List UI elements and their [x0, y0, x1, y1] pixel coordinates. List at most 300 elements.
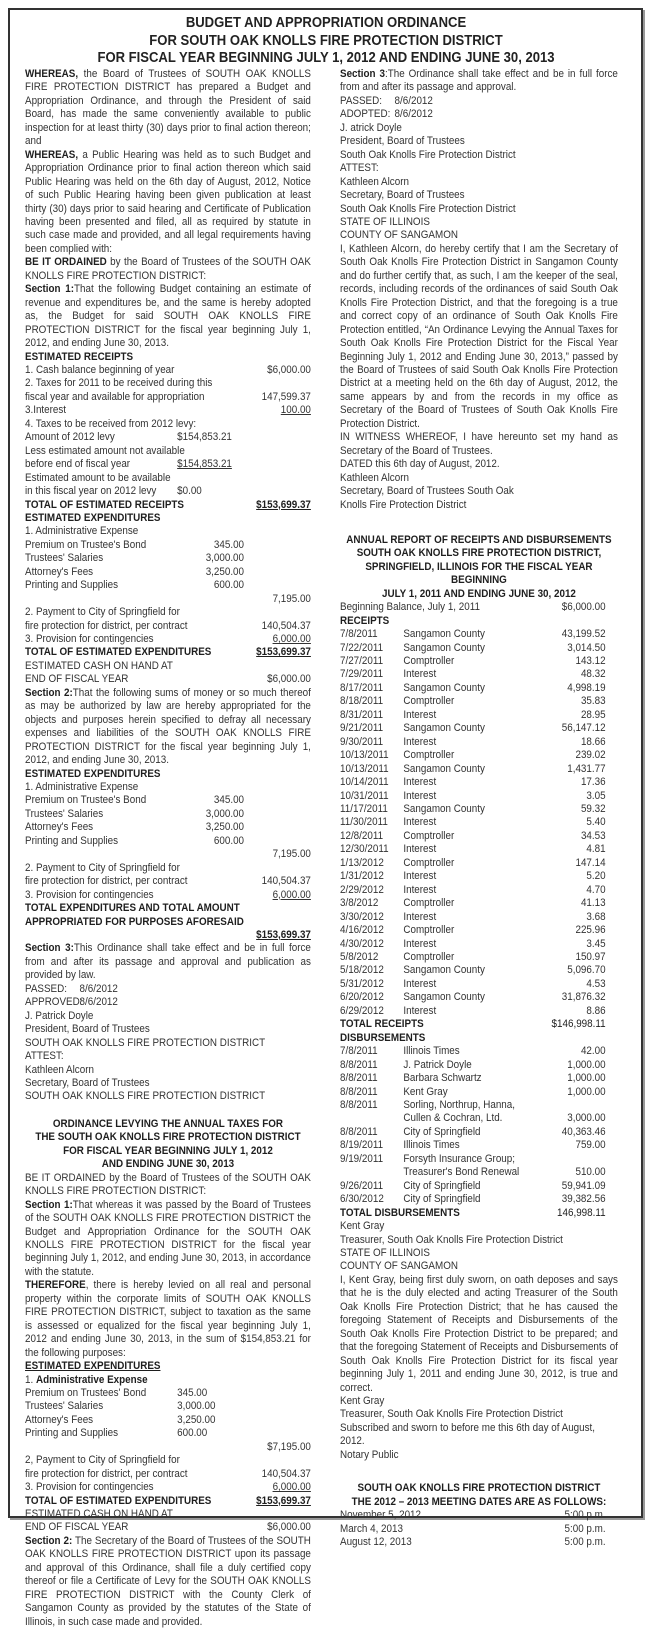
row-value: 3,250.00: [177, 1413, 216, 1426]
expense-row: [25, 821, 311, 834]
disbursement-amount: 39,382.56: [561, 1193, 606, 1206]
levy-row: [25, 1521, 311, 1534]
section-label: Section 3: [340, 68, 385, 80]
receipt-amount: 31,876.32: [561, 991, 606, 1004]
right-column: [340, 68, 618, 1549]
section-text: That whereas it was passed by the Board of Trustees of the SOUTH OAK KNOLLS FIRE PROTECTION DISTRICT the Budget and Appropriation Ordinance for the SOUTH OAK KNOLLS FIRE PROTECTION DISTRICT for the fiscal year beginning July 1, 2012, and ending June 30, 2013, in accordance with the statute.: [25, 1198, 311, 1278]
expense-row: [25, 673, 311, 686]
county-label: COUNTY OF SANGAMON: [340, 1260, 458, 1273]
receipt-date: 12/8/2011: [340, 829, 384, 842]
levy-row: [25, 1387, 311, 1400]
receipt-row: [340, 938, 618, 951]
meeting-row: [340, 1523, 618, 1536]
disbursement-date-blank: [340, 1166, 403, 1179]
receipt-row: [340, 749, 618, 762]
passed-date: 8/6/2012: [394, 94, 433, 107]
receipt-date: 3/8/2012: [340, 897, 379, 910]
beginning-balance-row: [340, 601, 618, 614]
receipt-row: [340, 682, 618, 695]
expense-row: [25, 875, 311, 888]
expense-row: [25, 620, 311, 633]
receipt-date: 8/17/2011: [340, 681, 384, 694]
signer-title: President, Board of Trustees: [340, 135, 465, 148]
expense-row: [25, 579, 311, 592]
row-value: $153,699.37: [256, 1494, 311, 1507]
receipt-row: [340, 870, 618, 883]
receipt-payer: Interest: [403, 735, 437, 748]
expense-row: [25, 552, 311, 565]
row-label: END OF FISCAL YEAR: [25, 673, 129, 686]
total-receipts-row: [25, 499, 311, 512]
disbursements-heading: DISBURSEMENTS: [340, 1031, 426, 1044]
row-label: Attorney's Fees: [25, 565, 94, 578]
row-label: 3. Provision for contingencies: [25, 633, 154, 646]
receipt-amount: 147.14: [575, 856, 606, 869]
levy-total-row: [25, 1495, 311, 1508]
row-label: Beginning Balance, July 1, 2011: [340, 601, 480, 614]
receipt-date: 6/29/2012: [340, 1004, 384, 1017]
receipt-payer: Sangamon County: [403, 964, 485, 977]
levy-heading-line: FOR FISCAL YEAR BEGINNING JULY 1, 2012: [63, 1144, 273, 1157]
disbursement-row: [340, 1193, 618, 1206]
report-heading-line: JULY 1, 2011 AND ENDING JUNE 30, 2012: [381, 587, 576, 600]
meeting-time: 5:00 p.m.: [564, 1522, 606, 1535]
row-label: 2. Payment to City of Springfield for: [25, 606, 180, 619]
row-value: 100.00: [280, 404, 311, 417]
total-appropriated-label: APPROPRIATED FOR PURPOSES AFORESAID: [25, 915, 244, 928]
disbursement-payee: Forsyth Insurance Group;: [403, 1152, 515, 1165]
receipt-amount: 5,096.70: [567, 964, 606, 977]
receipt-date: 7/8/2011: [340, 628, 378, 641]
receipt-payer: Comptroller: [403, 695, 455, 708]
county-label: COUNTY OF SANGAMON: [340, 229, 458, 242]
disbursement-row: [340, 1099, 618, 1112]
expense-row: [25, 862, 311, 875]
secretary-name: Kathleen Alcorn: [340, 175, 409, 188]
receipt-row: [340, 911, 618, 924]
receipt-row: [340, 951, 618, 964]
section-label: Section 3:: [25, 942, 74, 955]
expense-row: [25, 606, 311, 619]
row-value: 6,000.00: [272, 1481, 311, 1494]
row-label: 3. Provision for contingencies: [25, 1481, 154, 1494]
receipt-row: [340, 843, 618, 856]
levy-heading-line: AND ENDING JUNE 30, 2013: [101, 1158, 235, 1171]
report-heading-line: SOUTH OAK KNOLLS FIRE PROTECTION DISTRICT,: [356, 547, 602, 560]
dated-text: DATED this 6th day of August, 2012.: [340, 458, 500, 471]
disbursement-payee: City of Springfield: [403, 1125, 481, 1138]
row-label: END OF FISCAL YEAR: [25, 1521, 129, 1534]
row-label: Trustees' Salaries: [25, 807, 104, 820]
state-label: STATE OF ILLINOIS: [340, 215, 430, 228]
receipt-amount: 18.66: [580, 735, 606, 748]
receipt-row: [340, 642, 618, 655]
passed-date: 8/6/2012: [79, 982, 118, 995]
receipt-amount: 34.53: [580, 829, 606, 842]
disbursement-amount: 59,941.09: [561, 1179, 606, 1192]
row-label: 4. Taxes to be received from 2012 levy:: [25, 417, 197, 430]
attest-label: ATTEST:: [340, 162, 379, 175]
adopted-row: [340, 108, 618, 121]
receipt-row: [340, 722, 618, 735]
receipt-amount: 1,431.77: [567, 762, 606, 775]
receipt-amount: 41.13: [580, 897, 606, 910]
receipt-row: [25, 391, 311, 404]
row-value: $153,699.37: [256, 498, 311, 511]
receipt-payer: Interest: [403, 668, 437, 681]
approved-date: 8/6/2012: [79, 996, 118, 1009]
receipt-row: [340, 803, 618, 816]
receipt-amount: 59.32: [580, 803, 606, 816]
receipt-date: 11/30/2011: [340, 816, 388, 829]
disbursement-date: 7/8/2011: [340, 1045, 378, 1058]
receipt-row: [25, 472, 311, 485]
total-expenditures-row: [25, 646, 311, 659]
receipt-date: 10/14/2011: [340, 776, 389, 789]
receipt-amount: 56,147.12: [561, 722, 606, 735]
disbursement-date: 8/8/2011: [340, 1058, 378, 1071]
row-value: $6,000.00: [267, 363, 311, 376]
whereas-2: [25, 149, 311, 257]
receipt-payer: Comptroller: [403, 951, 455, 963]
treasurer-name: Kent Gray: [340, 1394, 385, 1407]
receipt-date: 7/27/2011: [340, 655, 384, 668]
disbursement-amount: 759.00: [575, 1139, 606, 1152]
receipt-amount: 3,014.50: [567, 641, 606, 654]
estimated-receipts-heading: ESTIMATED RECEIPTS: [25, 350, 134, 363]
adopted-date: 8/6/2012: [394, 108, 433, 121]
disbursement-payee: Barbara Schwartz: [403, 1072, 482, 1085]
receipt-amount: 4.70: [586, 883, 606, 896]
expense-row: [25, 794, 311, 807]
adopted-label: ADOPTED:: [340, 108, 391, 121]
disbursement-payee: Illinois Times: [403, 1045, 460, 1058]
receipt-date: 5/18/2012: [340, 964, 384, 977]
levy-row: [25, 1508, 311, 1521]
levy-heading: [25, 1118, 311, 1172]
receipt-row: [25, 458, 311, 471]
report-heading-line: SPRINGFIELD, ILLINOIS FOR THE FISCAL YEAR BEGINNING: [365, 560, 593, 587]
title-line-3: FOR FISCAL YEAR BEGINNING JULY 1, 2012 AND ENDING JUNE 30, 2013: [97, 49, 555, 66]
row-label: Premium on Trustee's Bond: [25, 794, 147, 807]
cert-signer: Kathleen Alcorn: [340, 471, 409, 484]
levy-row: [25, 1414, 311, 1427]
receipt-row: [340, 655, 618, 668]
receipt-row: [340, 964, 618, 977]
row-value: $154,853.21: [177, 431, 232, 444]
levy-heading-line: ORDINANCE LEVYING THE ANNUAL TAXES FOR: [52, 1117, 283, 1130]
receipt-row: [25, 404, 311, 417]
section-text: That the following sums of money or so much thereof as may be authorized by law are hereby appropriated for the objects and purposes herein specified to defray all necessary expenses and liabilities of the SOUTH OAK KNOLLS FIRE PROTECTION DISTRICT for the fiscal year beginning July 1, 2012, and ending June 30, 2013.: [25, 686, 311, 767]
receipt-row: [25, 485, 311, 498]
receipt-row: [25, 364, 311, 377]
receipt-payer: Interest: [403, 937, 437, 950]
disbursement-date-blank: [340, 1112, 403, 1125]
receipt-date: 8/31/2011: [340, 708, 384, 721]
receipt-date: 6/20/2012: [340, 991, 384, 1004]
secretary-title: Secretary, Board of Trustees: [25, 1076, 150, 1089]
signer-name: J. Patrick Doyle: [25, 1009, 94, 1022]
row-label: Printing and Supplies: [25, 1427, 119, 1440]
meetings-heading-line: THE 2012 – 2013 MEETING DATES ARE AS FOLLOWS:: [351, 1495, 607, 1508]
receipts-table: [340, 628, 618, 1018]
levy-therefore: [25, 1279, 311, 1360]
therefore-text: , there is hereby levied on all real and personal property within the corporate limits of SOUTH OAK KNOLLS FIRE PROTECTION DISTRICT, subject to taxation as the same is assessed or equalized for the fiscal year beginning July 1, 2012 and ending June 30, 2013, in the sum of $154,853.21 for the following purposes:: [25, 1279, 311, 1359]
receipt-amount: 143.12: [575, 655, 606, 668]
budget-section-1: [25, 283, 311, 350]
row-value: 600.00: [213, 834, 245, 847]
row-value: $153,699.37: [256, 646, 311, 659]
expense-row: [25, 525, 311, 538]
disbursement-payee-cont: Treasurer's Bond Renewal: [403, 1166, 520, 1179]
row-label: in this fiscal year on 2012 levy: [25, 485, 157, 498]
row-value: 3,000.00: [205, 807, 245, 820]
meetings-list: [340, 1509, 618, 1549]
receipt-row: [340, 668, 618, 681]
disbursement-date: 8/19/2011: [340, 1139, 384, 1152]
disbursement-amount: 1,000.00: [567, 1085, 606, 1098]
total-receipts-row: [340, 1018, 618, 1031]
levy-row: [25, 1441, 311, 1454]
receipt-payer: Interest: [403, 708, 437, 721]
disbursement-amount: 3,000.00: [567, 1112, 606, 1125]
meetings-heading-line: SOUTH OAK KNOLLS FIRE PROTECTION DISTRICT: [357, 1482, 601, 1495]
meeting-time: 5:00 p.m.: [564, 1509, 606, 1522]
levy-row: [25, 1400, 311, 1413]
row-label: 3. Provision for contingencies: [25, 888, 154, 901]
disbursement-payee: Sorling, Northrup, Hanna,: [403, 1098, 515, 1111]
receipt-payer: Sangamon County: [403, 722, 485, 735]
cert-title: Secretary, Board of Trustees South Oak: [340, 485, 514, 498]
row-value: 3,000.00: [177, 1400, 216, 1413]
passed-label: PASSED:: [25, 982, 67, 995]
receipt-date: 11/17/2011: [340, 803, 388, 816]
row-label: Less estimated amount not available: [25, 444, 185, 457]
receipt-amount: 3.68: [586, 910, 606, 923]
receipt-row: [340, 790, 618, 803]
disbursement-payee: J. Patrick Doyle: [403, 1058, 472, 1071]
budget-section-3: [25, 942, 311, 982]
receipt-date: 5/31/2012: [340, 977, 384, 990]
receipt-row: [340, 991, 618, 1004]
disbursement-row: [340, 1180, 618, 1193]
row-value: 345.00: [177, 1386, 208, 1399]
receipt-row: [25, 418, 311, 431]
expense-row: [25, 539, 311, 552]
receipt-payer: Interest: [403, 883, 437, 896]
treasurer-name: Kent Gray: [340, 1220, 385, 1233]
levy-expenditures-heading: ESTIMATED EXPENDITURES: [25, 1360, 161, 1373]
disbursement-date: 8/8/2011: [340, 1085, 378, 1098]
row-label: 1. Administrative Expense: [25, 525, 139, 538]
receipt-date: 5/8/2012: [340, 951, 379, 963]
row-value: 146,998.11: [557, 1206, 606, 1219]
receipt-payer: Interest: [403, 776, 437, 789]
notice-title: [54, 14, 598, 67]
row-label: fire protection for district, per contract: [25, 619, 188, 632]
witness-text: IN WITNESS WHEREOF, I have hereunto set my hand as Secretary of the Board of Trustees.: [340, 431, 618, 457]
meetings-heading: [340, 1482, 618, 1509]
receipt-amount: 8.86: [586, 1004, 606, 1017]
section-label: Section 1:: [25, 1198, 73, 1211]
total-appropriated-row: [25, 929, 311, 942]
receipt-date: 10/13/2011: [340, 749, 389, 762]
receipt-payer: Sangamon County: [403, 762, 485, 775]
receipt-payer: Interest: [403, 1004, 437, 1017]
row-label: Attorney's Fees: [25, 821, 94, 834]
receipt-payer: Sangamon County: [403, 641, 485, 654]
secretary-title: Secretary, Board of Trustees: [340, 189, 465, 202]
row-value: 600.00: [213, 579, 245, 592]
levy-row: [25, 1454, 311, 1467]
row-value: 600.00: [177, 1427, 208, 1440]
receipt-payer: Sangamon County: [403, 681, 485, 694]
receipt-row: [340, 709, 618, 722]
receipt-amount: 225.96: [575, 924, 606, 937]
row-label: TOTAL OF ESTIMATED EXPENDITURES: [25, 1494, 212, 1507]
row-value: 147,599.37: [261, 390, 311, 403]
row-value: $6,000.00: [267, 1521, 311, 1534]
row-label: Estimated amount to be available: [25, 471, 171, 484]
sworn-text: Subscribed and sworn to before me this 6th day of August, 2012.: [340, 1421, 596, 1448]
row-value: 140,504.37: [261, 619, 311, 632]
receipt-date: 1/31/2012: [340, 870, 384, 883]
receipt-amount: 43,199.52: [561, 628, 606, 641]
receipt-payer: Sangamon County: [403, 628, 485, 641]
levy-ordained: BE IT ORDAINED by the Board of Trustees of the SOUTH OAK KNOLLS FIRE PROTECTION DISTRICT:: [25, 1171, 311, 1198]
expense-row: [25, 660, 311, 673]
certification-text: I, Kathleen Alcorn, do hereby certify that I am the Secretary of South Oak Knolls Fire Protection District in Sangamon County and do further certify that, as such, I am the keeper of the seal, records, including records of the ordinances of said South Oak Knolls Fire Protection District, and that the foregoing is a true and correct copy of an ordinance of South Oak Knolls Fire Protection entitled, “An Ordinance Levying the Annual Taxes for South Oak Knolls Fire Protection District for the Fiscal Year Beginning July 1, 2012 and Ending June 30, 2013,” passed by the Board of Trustees of said South Oak Knolls Fire Protection District at a meeting held on the 6th day of August, 2012, the same appears by and from the records in my office as Secretary of the Board of Trustees of South Oak Knolls Fire Protection District.: [340, 242, 618, 430]
receipt-row: [25, 431, 311, 444]
levy-heading-line: THE SOUTH OAK KNOLLS FIRE PROTECTION DISTRICT: [35, 1131, 301, 1144]
row-value: $6,000.00: [561, 601, 606, 614]
row-value: 345.00: [213, 538, 245, 551]
disbursement-amount: [535, 1153, 605, 1166]
meeting-date: November 5, 2012: [340, 1509, 422, 1522]
receipt-row: [340, 816, 618, 829]
expense-row: [25, 633, 311, 646]
row-label: 3.Interest: [25, 404, 67, 417]
receipt-amount: 28.95: [580, 708, 606, 721]
district-name: South Oak Knolls Fire Protection District: [340, 202, 516, 215]
disbursement-row: [340, 1126, 618, 1139]
receipt-payer: Interest: [403, 910, 437, 923]
receipt-row: [340, 884, 618, 897]
receipt-date: 3/30/2012: [340, 910, 384, 923]
row-value: $146,998.11: [551, 1018, 606, 1031]
disbursement-payee: Illinois Times: [403, 1139, 460, 1152]
disbursement-date: 8/8/2011: [340, 1072, 378, 1085]
row-value: 3,250.00: [205, 565, 245, 578]
row-value: 3,250.00: [205, 821, 245, 834]
row-label: before end of fiscal year: [25, 458, 131, 471]
disbursement-payee: Kent Gray: [403, 1085, 448, 1098]
disbursement-row-cont: [340, 1166, 618, 1179]
disbursement-row: [340, 1139, 618, 1152]
disbursement-date: 6/30/2012: [340, 1193, 384, 1206]
row-label: TOTAL DISBURSEMENTS: [340, 1206, 460, 1219]
left-column: [25, 68, 311, 1629]
receipt-amount: 4,998.19: [567, 681, 606, 694]
receipt-row: [25, 445, 311, 458]
levy-section-2: [25, 1535, 311, 1629]
receipt-date: 9/30/2011: [340, 735, 384, 748]
receipt-payer: Sangamon County: [403, 991, 485, 1004]
receipt-amount: 5.20: [586, 870, 606, 883]
receipt-amount: 5.40: [586, 816, 606, 829]
levy-row: [25, 1481, 311, 1494]
receipt-row: [340, 924, 618, 937]
receipt-row: [340, 736, 618, 749]
levy-row: [25, 1427, 311, 1440]
district-name: South Oak Knolls Fire Protection District: [340, 148, 516, 161]
section-text: The Secretary of the Board of Trustees of the SOUTH OAK KNOLLS FIRE PROTECTION DISTRICT upon its passage and approval of this Ordinance, shall file a duly certified copy thereof or file a Certificate of Levy for the SOUTH OAK KNOLLS FIRE PROTECTION DISTRICT with the County Clerk of Sangamon County as provided by the statutes of the State of Illinois, in such case made and provided.: [25, 1534, 311, 1628]
row-label: fiscal year and available for appropriation: [25, 390, 205, 403]
row-value: $153,699.37: [256, 929, 311, 941]
receipt-payer: Comptroller: [403, 924, 455, 937]
row-label: Attorney's Fees: [25, 1413, 94, 1426]
row-label: TOTAL OF ESTIMATED EXPENDITURES: [25, 646, 212, 659]
report-heading-line: ANNUAL REPORT OF RECEIPTS AND DISBURSEMENTS: [346, 533, 612, 546]
row-value: 7,195.00: [272, 592, 311, 605]
meeting-time: 5:00 p.m.: [564, 1536, 606, 1549]
expense-row: [25, 835, 311, 848]
row-value: 345.00: [213, 794, 245, 807]
disbursement-row-cont: [340, 1112, 618, 1125]
section-label: Section 1:: [25, 283, 75, 296]
row-value: 140,504.37: [261, 1467, 311, 1480]
row-label: fire protection for district, per contract: [25, 875, 188, 888]
estimated-expenditures-heading: ESTIMATED EXPENDITURES: [25, 511, 161, 524]
receipt-amount: 3.05: [586, 789, 606, 802]
receipt-amount: 3.45: [586, 937, 606, 950]
receipt-row: [25, 377, 311, 390]
row-label: Trustees' Salaries: [25, 552, 104, 565]
whereas-text: a Public Hearing was held as to such Budget and Appropriation Ordinance prior to final action thereon which said Public Hearing was held on the 6th day of August, 2012, Notice of such Public Hearing having been given publication at least thirty (30) days prior to said hearing and Certificate of Publication having been presented and filed, all as required by statute in such case made and provided, and all legal requirements having been complied with:: [25, 148, 311, 255]
disbursement-amount: 510.00: [575, 1166, 606, 1179]
receipt-payer: Comptroller: [403, 655, 455, 668]
row-label: Trustees' Salaries: [25, 1400, 104, 1413]
disbursement-date: 9/26/2011: [340, 1179, 384, 1192]
signer-title: President, Board of Trustees: [25, 1023, 150, 1036]
disbursement-row: [340, 1059, 618, 1072]
disbursements-table: [340, 1045, 618, 1206]
receipt-date: 8/18/2011: [340, 695, 384, 708]
row-value: 140,504.37: [261, 875, 311, 888]
receipt-payer: Interest: [403, 977, 437, 990]
row-value: 6,000.00: [272, 633, 311, 646]
row-value: 7,195.00: [272, 848, 311, 861]
receipt-amount: 150.97: [575, 951, 606, 963]
disbursement-date: 9/19/2011: [340, 1152, 384, 1165]
receipt-date: 12/30/2011: [340, 843, 389, 856]
receipt-date: 10/31/2011: [340, 789, 389, 802]
section-text: That the following Budget containing an estimate of revenue and expenditures be, and the same is hereby adopted as, the Budget for said SOUTH OAK KNOLLS FIRE PROTECTION DISTRICT for the fiscal year beginning July 1, 2012, and ending June 30, 2013.: [25, 283, 311, 350]
ordained-label: BE IT ORDAINED: [25, 256, 107, 269]
budget-section-2: [25, 687, 311, 768]
passed-label: PASSED:: [340, 94, 382, 107]
treasurer-title: Treasurer, South Oak Knolls Fire Protection District: [340, 1233, 563, 1246]
annual-report-heading: [340, 534, 618, 601]
receipt-row: [340, 763, 618, 776]
row-label: 1. Administrative Expense: [25, 781, 139, 794]
secretary-name: Kathleen Alcorn: [25, 1063, 94, 1076]
section-text: This Ordinance shall take effect and be in full force from and after its passage and approval and publication as provided by law.: [25, 942, 311, 982]
row-value: 3,000.00: [205, 552, 245, 565]
row-label: Printing and Supplies: [25, 579, 119, 592]
passed-row: [25, 983, 311, 996]
row-label: ESTIMATED CASH ON HAND AT: [25, 1508, 173, 1521]
